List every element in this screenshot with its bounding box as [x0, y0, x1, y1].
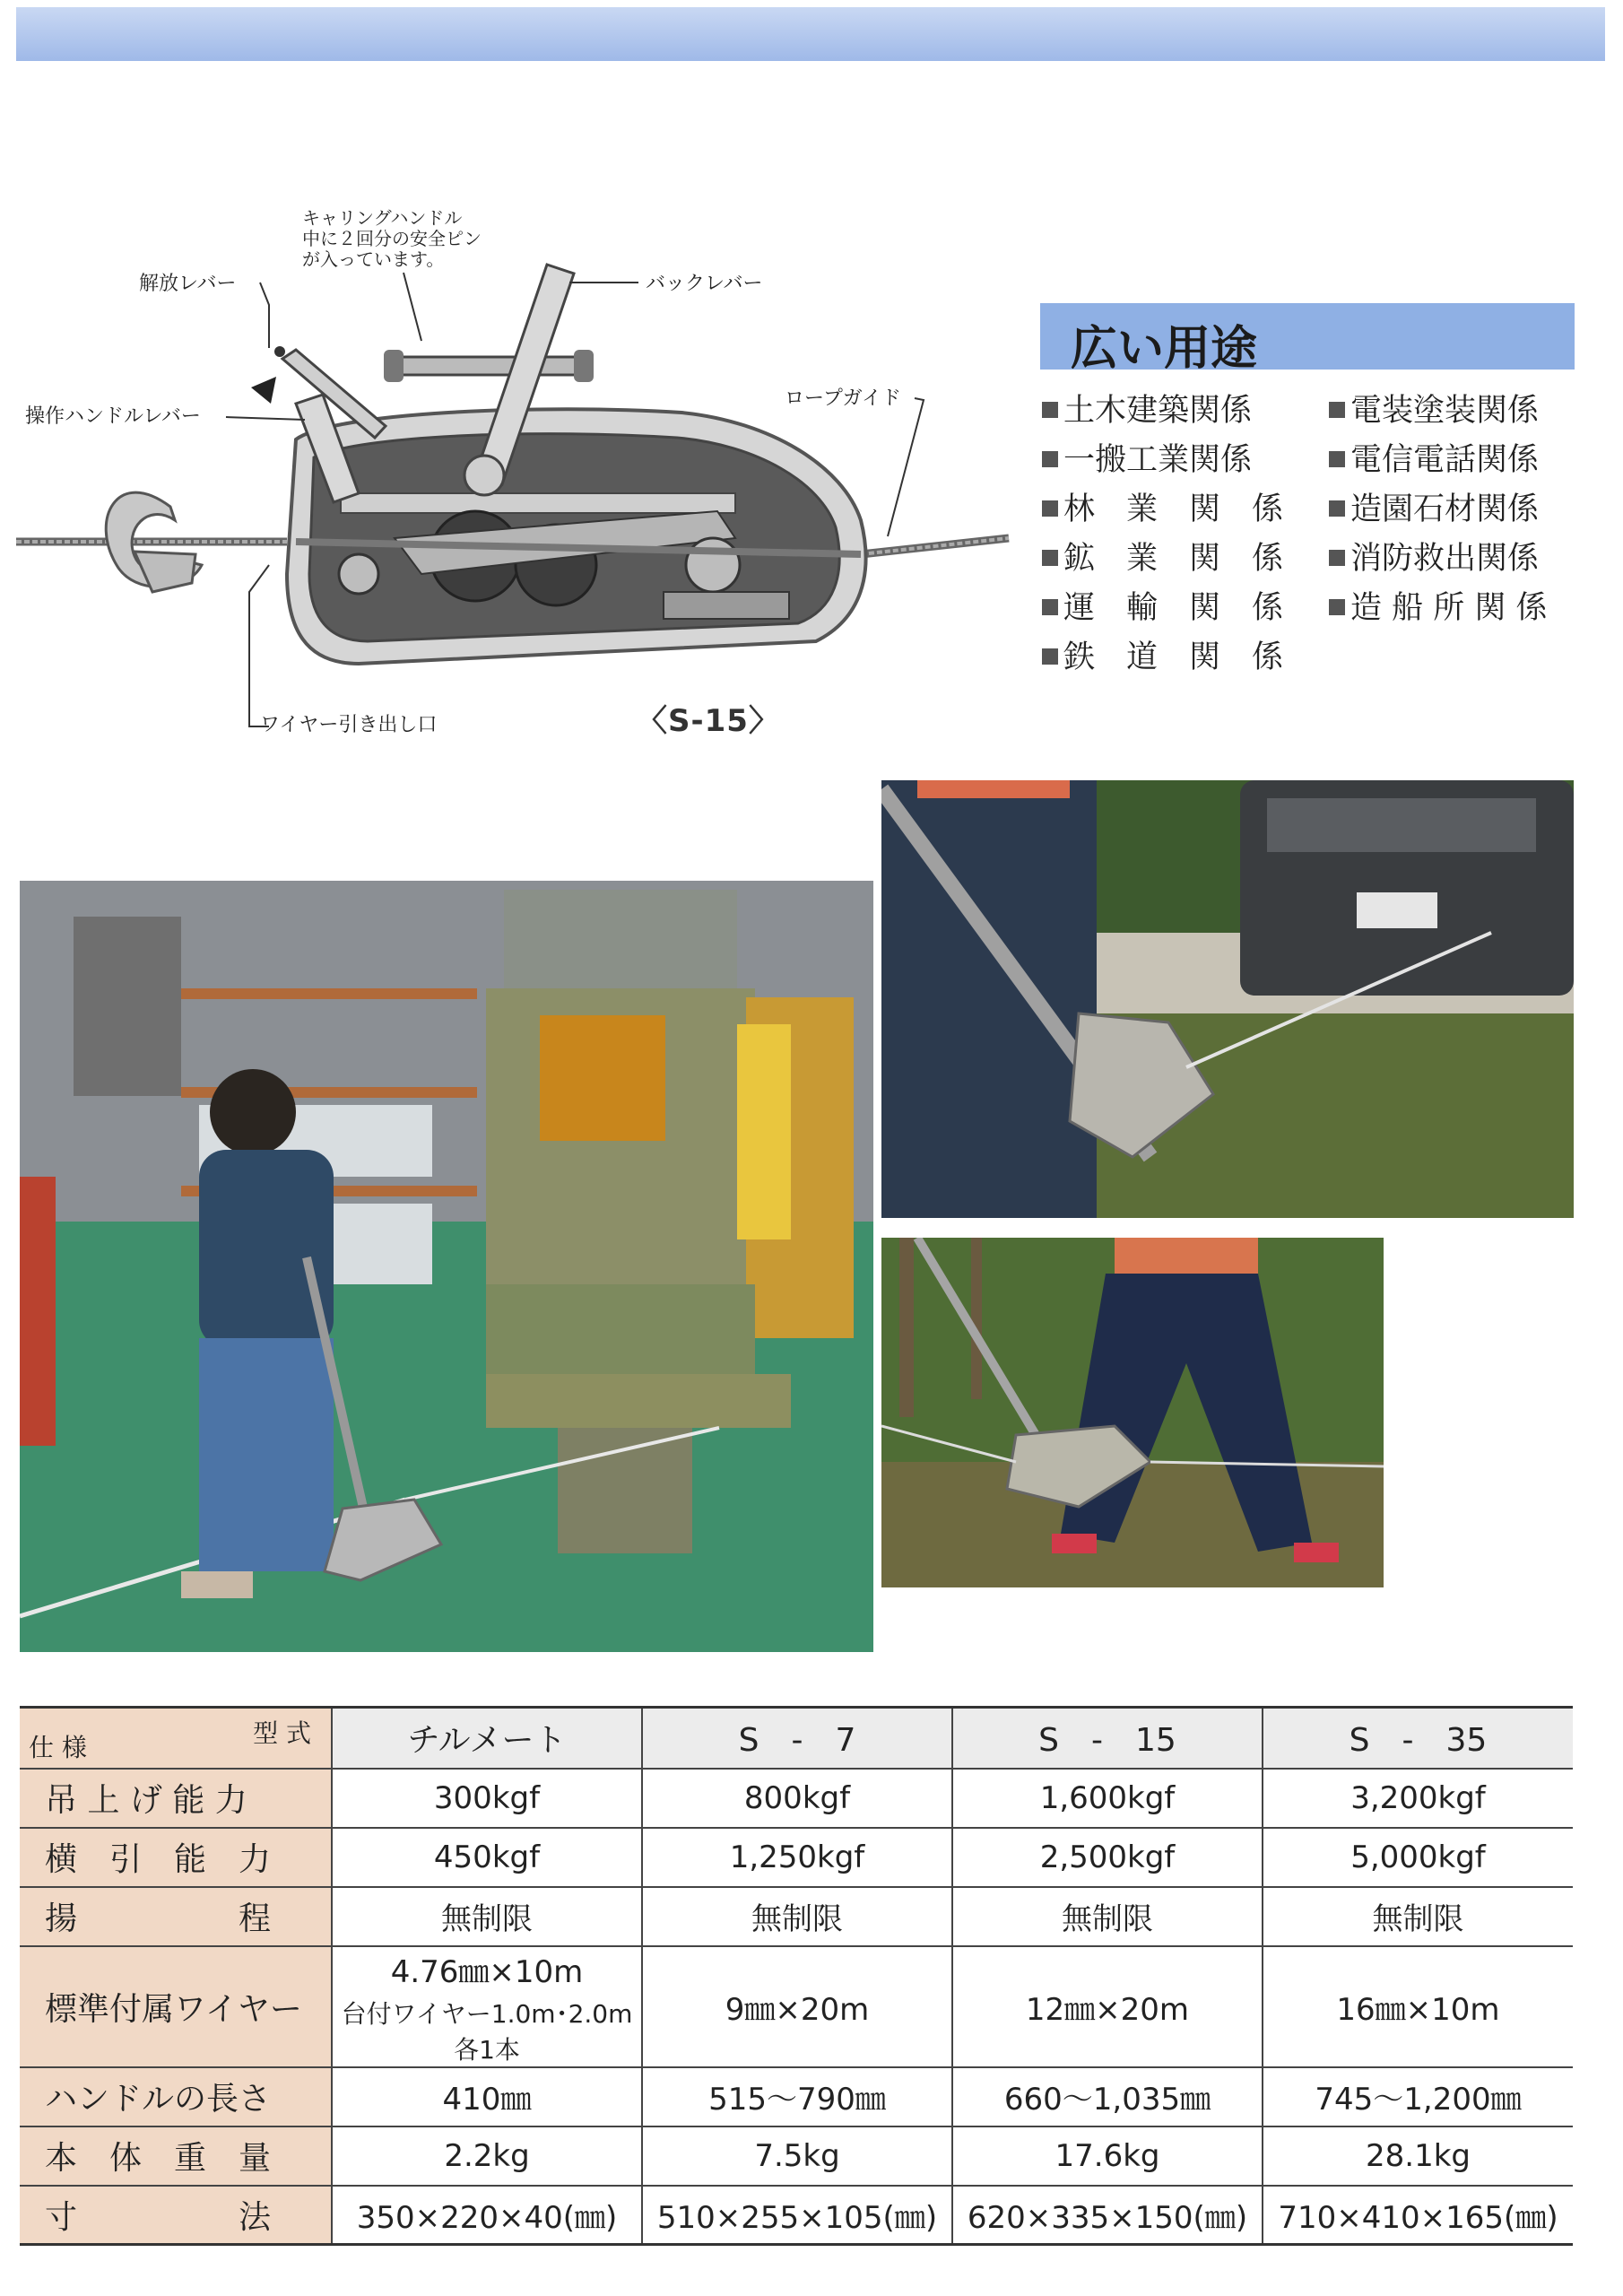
- carrying-handle-label: キャリングハンドル 中に２回分の安全ピン が入っています。: [302, 207, 482, 270]
- table-cell: 7.5kg: [642, 2126, 952, 2186]
- table-cell: 16㎜×10m: [1263, 1946, 1573, 2067]
- cell-subnote: 台付ワイヤー1.0m･2.0m各1本: [341, 1998, 633, 2065]
- use-item: 造園石材関係: [1329, 484, 1539, 529]
- use-item: 電信電話関係: [1329, 435, 1539, 480]
- table-cell: 510×255×105(㎜): [642, 2186, 952, 2245]
- table-cell: 620×335×150(㎜): [952, 2186, 1263, 2245]
- row-label: 寸 法: [20, 2186, 332, 2245]
- field-photo-forest: [881, 1238, 1384, 1587]
- table-cell: 無制限: [952, 1887, 1263, 1946]
- table-cell: 745〜1,200㎜: [1263, 2067, 1573, 2126]
- model-caption: 〈S-15〉: [637, 703, 780, 739]
- use-item: 土木建築関係: [1042, 386, 1252, 430]
- table-cell: 28.1kg: [1263, 2126, 1573, 2186]
- table-cell: 350×220×40(㎜): [332, 2186, 642, 2245]
- operation-lever-label: 操作ハンドルレバー: [25, 405, 201, 428]
- uses-heading-text: 広い用途: [1071, 322, 1258, 376]
- use-item: 鉄 道 関 係: [1042, 632, 1283, 677]
- table-cell: 17.6kg: [952, 2126, 1263, 2186]
- table-cell: 300kgf: [332, 1769, 642, 1828]
- winch-diagram: [0, 197, 1022, 771]
- table-header-row: [20, 1708, 1573, 1769]
- table-cell: 660〜1,035㎜: [952, 2067, 1263, 2126]
- row-label: 本 体 重 量: [20, 2126, 332, 2186]
- table-cell: 5,000kgf: [1263, 1828, 1573, 1887]
- model-header: S - 7: [642, 1708, 952, 1769]
- row-label: ハンドルの長さ: [20, 2067, 332, 2126]
- rope-guide-label: ロープガイド: [785, 387, 902, 410]
- table-cell: 無制限: [642, 1887, 952, 1946]
- use-item: 運 輸 関 係: [1042, 583, 1283, 628]
- table-row: [20, 1887, 1573, 1946]
- table-row: [20, 2067, 1573, 2126]
- table-cell: 無制限: [1263, 1887, 1573, 1946]
- table-cell: 1,600kgf: [952, 1769, 1263, 1828]
- table-cell: 12㎜×20m: [952, 1946, 1263, 2067]
- table-cell: 800kgf: [642, 1769, 952, 1828]
- table-cell: 710×410×165(㎜): [1263, 2186, 1573, 2245]
- table-cell: 1,250kgf: [642, 1828, 952, 1887]
- table-row: [20, 1828, 1573, 1887]
- use-item: 一搬工業関係: [1042, 435, 1252, 480]
- table-cell: 4.76㎜×10m 台付ワイヤー1.0m･2.0m各1本: [332, 1946, 642, 2067]
- table-cell: 515〜790㎜: [642, 2067, 952, 2126]
- uses-heading: [1040, 303, 1575, 376]
- model-header: S - 35: [1263, 1708, 1573, 1769]
- use-item: 鉱 業 関 係: [1042, 534, 1283, 578]
- table-cell: 2.2kg: [332, 2126, 642, 2186]
- table-cell: 9㎜×20m: [642, 1946, 952, 2067]
- use-item: 電装塗装関係: [1329, 386, 1539, 430]
- back-lever-label: バックレバー: [646, 273, 763, 295]
- use-item: 林 業 関 係: [1042, 484, 1283, 529]
- table-row: [20, 1769, 1573, 1828]
- table-cell: 2,500kgf: [952, 1828, 1263, 1887]
- use-item: 消防救出関係: [1329, 534, 1539, 578]
- table-row: [20, 2186, 1573, 2245]
- model-header: チルメート: [332, 1708, 642, 1769]
- row-label: 標準付属ワイヤー: [20, 1946, 332, 2067]
- header-band: [16, 7, 1605, 61]
- field-photo-van: [881, 780, 1574, 1218]
- row-label: 揚 程: [20, 1887, 332, 1946]
- row-label: 横 引 能 力: [20, 1828, 332, 1887]
- table-row: [20, 1946, 1573, 2067]
- model-header: S - 15: [952, 1708, 1263, 1769]
- row-label: 吊 上 げ 能 力: [20, 1769, 332, 1828]
- table-cell: 3,200kgf: [1263, 1769, 1573, 1828]
- wire-outlet-label: ワイヤー引き出し口: [260, 714, 438, 736]
- table-cell: 450kgf: [332, 1828, 642, 1887]
- table-cell: 無制限: [332, 1887, 642, 1946]
- table-row: [20, 2126, 1573, 2186]
- table-corner: 型 式 仕 様: [20, 1708, 332, 1769]
- table-cell: 410㎜: [332, 2067, 642, 2126]
- use-item: 造 船 所 関 係: [1329, 583, 1548, 628]
- factory-photo: [20, 881, 873, 1652]
- release-lever-label: 解放レバー: [139, 273, 237, 295]
- spec-table: [20, 1706, 1573, 2246]
